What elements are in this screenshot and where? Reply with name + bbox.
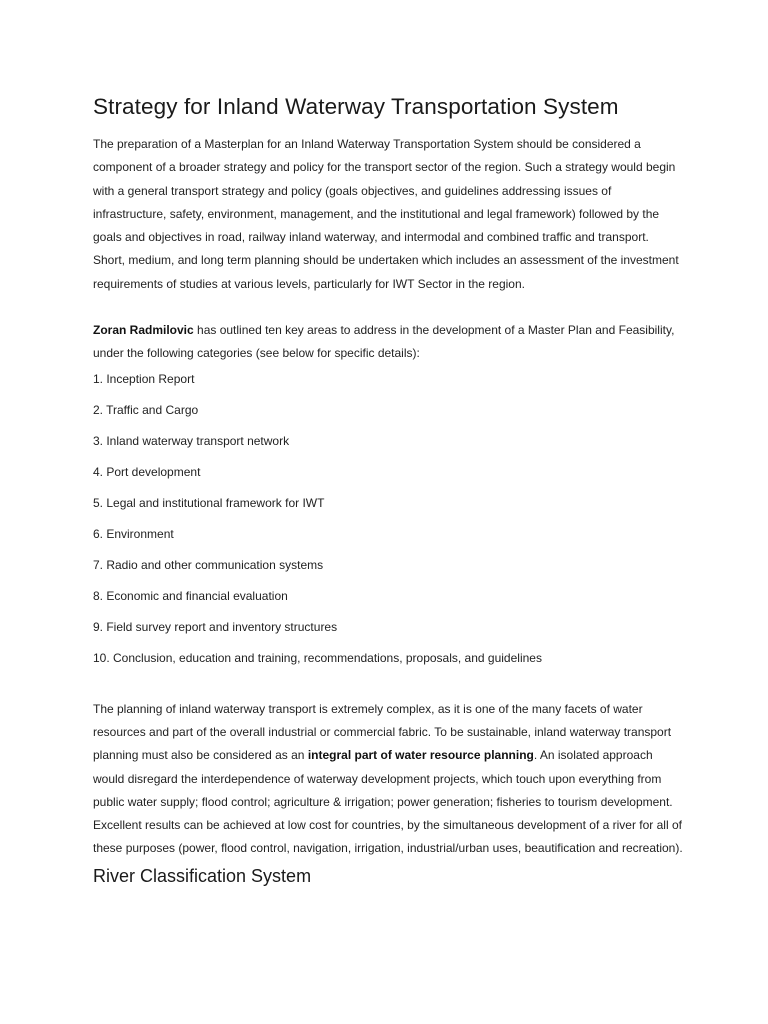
planning-paragraph [93, 698, 683, 861]
list-item: 8. Economic and financial evaluation [93, 588, 288, 603]
author-name: Zoran Radmilovic [93, 323, 194, 338]
page-title: Strategy for Inland Waterway Transportation System [93, 94, 619, 119]
list-item: 9. Field survey report and inventory structures [93, 619, 338, 634]
list-item: 10. Conclusion, education and training, recommendations, proposals, and guidelines [93, 650, 542, 665]
list-item: 4. Port development [93, 464, 201, 479]
intro-paragraph: The preparation of a Masterplan for an Inland Waterway Transportation System should be considered a component of a broader strategy and policy for the transport sector of the region. Such a strategy would begin with a general transport strategy and policy (goals objectives, and guidelines addressing issues of infrastructure, safety, environment, management, and the institutional and legal framework) followed by the goals and objectives in road, railway inland waterway, and intermodal and combined traffic and transport. Short, medium, and long term planning should be undertaken which includes an assessment of the investment requirements of studies at various levels, particularly for IWT Sector in the region. [93, 137, 679, 291]
section-heading: River Classification System [93, 865, 312, 886]
list-item: 5. Legal and institutional framework for IWT [93, 495, 325, 510]
list-item: 3. Inland waterway transport network [93, 433, 290, 448]
planning-text-end: . An isolated approach would disregard the interdependence of waterway development projects, which touch upon everything from public water supply; flood control; agriculture & irrigation; power generation; fisheries to tourism development. Excellent results can be achieved at low cost for countries, by the simultaneous development of a river for all of these purposes (power, flood control, navigation, irrigation, industrial/urban uses, beautification and recreation). [93, 748, 683, 856]
planning-emphasis: integral part of water resource planning [307, 748, 534, 763]
list-item: 1. Inception Report [93, 371, 195, 386]
list-item: 7. Radio and other communication systems [93, 557, 324, 572]
author-text: has outlined ten key areas to address in the development of a Master Plan and Feasibility, under the following categories (see below for specific details): [93, 323, 675, 361]
author-paragraph [93, 319, 683, 366]
list-item: 2. Traffic and Cargo [93, 402, 199, 417]
list-item: 6. Environment [93, 526, 174, 541]
document-page [93, 92, 683, 887]
key-areas-list [93, 372, 683, 666]
planning-text-start: The planning of inland waterway transport is extremely complex, as it is one of the many facets of water resources and part of the overall industrial or commercial fabric. To be sustainable, inland waterway transport planning must also be considered as an [93, 701, 672, 763]
